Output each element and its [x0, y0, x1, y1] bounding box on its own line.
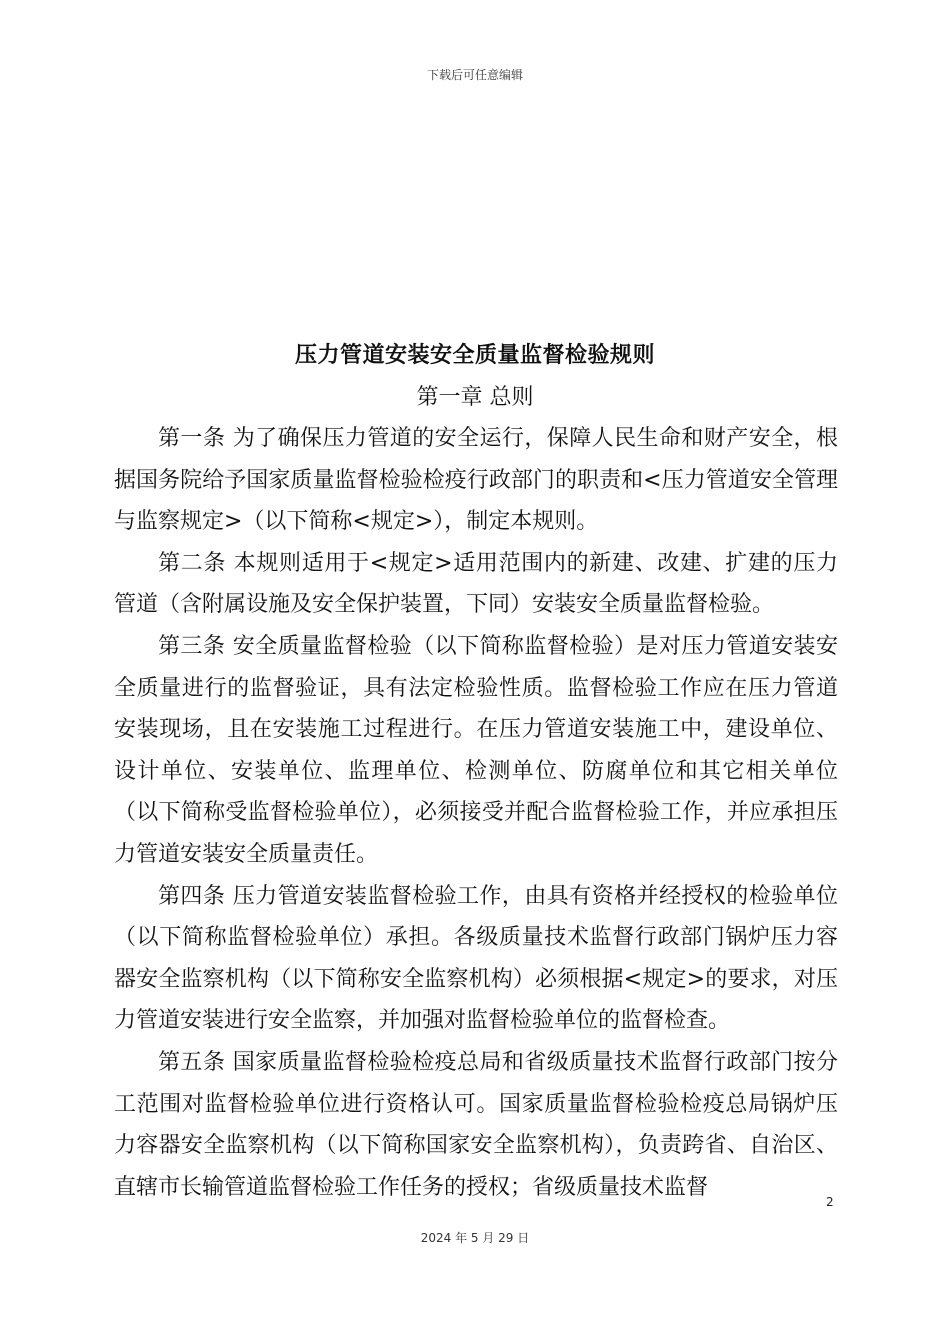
page-number: 2 [826, 1195, 834, 1209]
chapter-heading: 第一章 总则 [416, 385, 534, 410]
article-4-paragraph: 第四条 压力管道安装监督检验工作，由具有资格并经授权的检验单位（以下简称监督检验单位）承担。各级质量技术监督行政部门锅炉压力容器安全监察机构（以下简称安全监察机构）必须根据<规定>的要求，对压力管道安装进行安全监察，并加强对监督检验单位的监督检查。 [114, 883, 838, 1034]
article-2-paragraph: 第二条 本规则适用于<规定>适用范围内的新建、改建、扩建的压力管道（含附属设施及安全保护装置，下同）安装安全质量监督检验。 [114, 550, 838, 618]
document-body [114, 418, 838, 1208]
article-5-paragraph: 第五条 国家质量监督检验检疫总局和省级质量技术监督行政部门按分工范围对监督检验单位进行资格认可。国家质量监督检验检疫总局锅炉压力容器安全监察机构（以下简称国家安全监察机构），负责跨省、自治区、直辖市长输管道监督检验工作任务的授权；省级质量技术监督 [114, 1049, 838, 1200]
page-header: 下载后可任意编辑 [426, 68, 523, 82]
document-title: 压力管道安装安全质量监督检验规则 [294, 343, 655, 368]
article-1-paragraph: 第一条 为了确保压力管道的安全运行，保障人民生命和财产安全，根据国务院给予国家质量监督检验检疫行政部门的职责和<压力管道安全管理与监察规定>（以下简称<规定>），制定本规则。 [114, 426, 838, 535]
article-3-paragraph: 第三条 安全质量监督检验（以下简称监督检验）是对压力管道安装安全质量进行的监督验证，具有法定检验性质。监督检验工作应在压力管道安装现场，且在安装施工过程进行。在压力管道安装施工中，建设单位、设计单位、安装单位、监理单位、检测单位、防腐单位和其它相关单位（以下简称受监督检验单位），必须接受并配合监督检验工作，并应承担压力管道安装安全质量责任。 [114, 633, 838, 867]
page-footer-date: 2024 年 5 月 29 日 [420, 1231, 530, 1245]
